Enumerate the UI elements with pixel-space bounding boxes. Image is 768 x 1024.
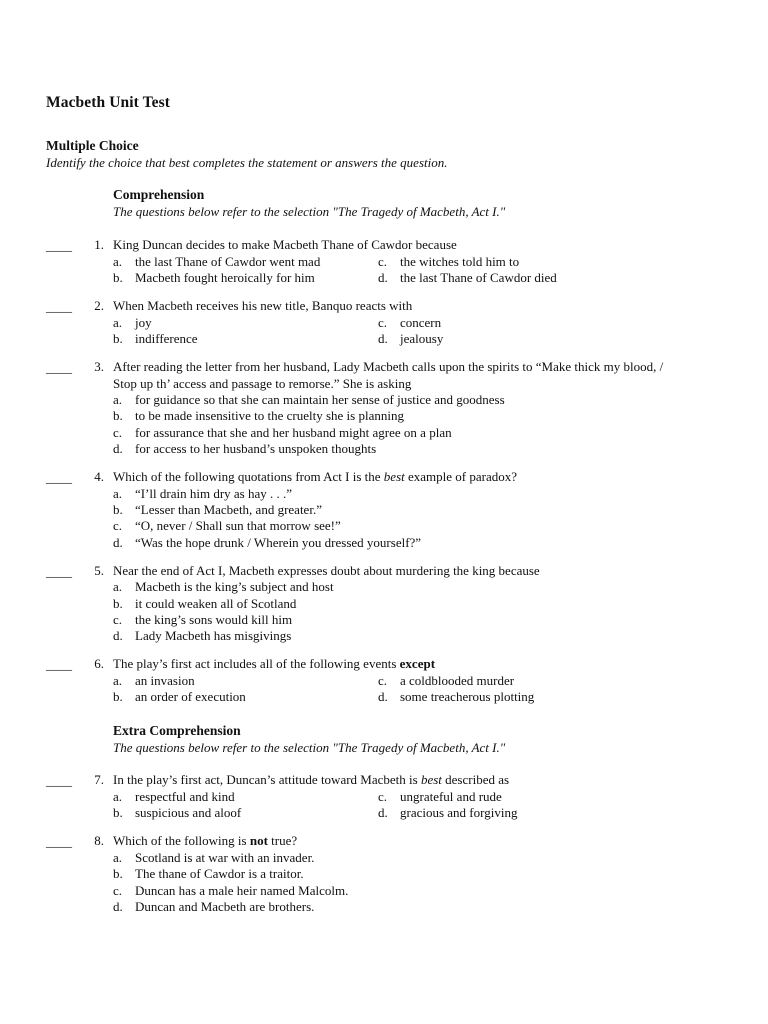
- option-letter-2c: c.: [378, 315, 388, 330]
- option-text-6d: some treacherous plotting: [400, 689, 535, 704]
- option-text-5c: the king’s sons would kill him: [135, 612, 293, 627]
- question-number-8: 8.: [94, 833, 104, 848]
- option-letter-1d: d.: [378, 270, 388, 285]
- option-letter-7c: c.: [378, 789, 388, 804]
- question-number-7: 7.: [94, 772, 104, 787]
- answer-blank-5[interactable]: ____: [46, 564, 72, 579]
- question-text-8-after: true?: [267, 833, 298, 848]
- option-letter-6a: a.: [113, 673, 123, 688]
- question-text-7-before: In the play’s first act, Duncan’s attitude toward Macbeth is: [113, 772, 421, 787]
- option-letter-6c: c.: [378, 673, 388, 688]
- question-number-5: 5.: [94, 563, 104, 578]
- answer-blank-6[interactable]: ____: [46, 657, 72, 672]
- option-letter-3c: c.: [113, 425, 123, 440]
- option-text-8a: Scotland is at war with an invader.: [135, 850, 315, 865]
- question-text-7: [113, 772, 509, 788]
- option-letter-4d: d.: [113, 535, 123, 550]
- option-text-4d: “Was the hope drunk / Wherein you dressed yourself?”: [135, 535, 422, 550]
- option-text-2d: jealousy: [400, 331, 444, 346]
- option-text-6b: an order of execution: [135, 689, 246, 704]
- option-text-4a: “I’ll drain him dry as hay . . .”: [135, 486, 293, 501]
- option-letter-1b: b.: [113, 270, 123, 285]
- option-letter-4c: c.: [113, 518, 123, 533]
- option-letter-3a: a.: [113, 392, 123, 407]
- option-text-8c: Duncan has a male heir named Malcolm.: [135, 883, 349, 898]
- group-heading-extra-comprehension: Extra Comprehension: [113, 723, 241, 738]
- option-letter-7a: a.: [113, 789, 123, 804]
- option-letter-2b: b.: [113, 331, 123, 346]
- option-letter-2a: a.: [113, 315, 123, 330]
- option-text-1c: the witches told him to: [400, 254, 520, 269]
- question-text-1: King Duncan decides to make Macbeth Thane of Cawdor because: [113, 237, 457, 252]
- option-text-3c: for assurance that she and her husband might agree on a plan: [135, 425, 452, 440]
- option-letter-8d: d.: [113, 899, 123, 914]
- option-letter-7b: b.: [113, 805, 123, 820]
- question-number-2: 2.: [94, 298, 104, 313]
- option-letter-7d: d.: [378, 805, 388, 820]
- option-text-7c: ungrateful and rude: [400, 789, 502, 804]
- question-text-8-before: Which of the following is: [113, 833, 250, 848]
- question-text-2: When Macbeth receives his new title, Banquo reacts with: [113, 298, 413, 313]
- option-letter-8c: c.: [113, 883, 123, 898]
- option-letter-8b: b.: [113, 866, 123, 881]
- question-text-6-before: The play’s first act includes all of the following events: [113, 656, 400, 671]
- option-text-7a: respectful and kind: [135, 789, 235, 804]
- option-text-5a: Macbeth is the king’s subject and host: [135, 579, 334, 594]
- group-subtitle-comprehension: The questions below refer to the selection "The Tragedy of Macbeth, Act I.": [113, 204, 506, 219]
- section-instruction: Identify the choice that best completes the statement or answers the question.: [46, 155, 448, 170]
- section-heading: Multiple Choice: [46, 138, 139, 153]
- option-text-2a: joy: [135, 315, 152, 330]
- option-text-8b: The thane of Cawdor is a traitor.: [135, 866, 304, 881]
- option-letter-4b: b.: [113, 502, 123, 517]
- option-text-7d: gracious and forgiving: [400, 805, 518, 820]
- option-text-1b: Macbeth fought heroically for him: [135, 270, 315, 285]
- option-text-7b: suspicious and aloof: [135, 805, 242, 820]
- option-text-6c: a coldblooded murder: [400, 673, 515, 688]
- option-text-4c: “O, never / Shall sun that morrow see!”: [135, 518, 341, 533]
- option-letter-6b: b.: [113, 689, 123, 704]
- group-subtitle-extra-comprehension: The questions below refer to the selection "The Tragedy of Macbeth, Act I.": [113, 740, 506, 755]
- question-text-4-before: Which of the following quotations from Act I is the: [113, 469, 384, 484]
- question-text-7-emphasis: best: [420, 772, 442, 787]
- question-text-7-after: described as: [441, 772, 510, 787]
- answer-blank-8[interactable]: ____: [46, 834, 72, 849]
- option-letter-2d: d.: [378, 331, 388, 346]
- question-number-3: 3.: [94, 359, 104, 374]
- page-title: Macbeth Unit Test: [46, 94, 170, 111]
- group-heading-comprehension: Comprehension: [113, 187, 205, 202]
- option-letter-4a: a.: [113, 486, 123, 501]
- question-text-6: [113, 656, 435, 672]
- question-text-8: [113, 833, 297, 849]
- option-letter-3d: d.: [113, 441, 123, 456]
- option-letter-8a: a.: [113, 850, 123, 865]
- question-text-4: [113, 469, 517, 485]
- question-text-3-line2: Stop up th’ access and passage to remorse.” She is asking: [113, 376, 412, 391]
- answer-blank-1[interactable]: ____: [46, 238, 72, 253]
- answer-blank-2[interactable]: ____: [46, 299, 72, 314]
- answer-blank-7[interactable]: ____: [46, 773, 72, 788]
- option-text-3a: for guidance so that she can maintain her sense of justice and goodness: [135, 392, 505, 407]
- option-letter-1a: a.: [113, 254, 123, 269]
- option-letter-5d: d.: [113, 628, 123, 643]
- question-text-4-after: example of paradox?: [404, 469, 518, 484]
- option-letter-5b: b.: [113, 596, 123, 611]
- answer-blank-3[interactable]: ____: [46, 360, 72, 375]
- option-text-1d: the last Thane of Cawdor died: [400, 270, 557, 285]
- option-text-1a: the last Thane of Cawdor went mad: [135, 254, 321, 269]
- option-letter-1c: c.: [378, 254, 388, 269]
- option-text-8d: Duncan and Macbeth are brothers.: [135, 899, 315, 914]
- question-number-6: 6.: [94, 656, 104, 671]
- question-text-6-emphasis: except: [399, 656, 436, 671]
- option-text-2b: indifference: [135, 331, 198, 346]
- answer-blank-4[interactable]: ____: [46, 470, 72, 485]
- question-number-1: 1.: [94, 237, 104, 252]
- option-text-6a: an invasion: [135, 673, 195, 688]
- option-letter-6d: d.: [378, 689, 388, 704]
- option-text-3d: for access to her husband’s unspoken thoughts: [135, 441, 377, 456]
- option-text-5d: Lady Macbeth has misgivings: [135, 628, 292, 643]
- question-text-4-emphasis: best: [383, 469, 405, 484]
- question-text-5: Near the end of Act I, Macbeth expresses doubt about murdering the king because: [113, 563, 540, 578]
- option-letter-5c: c.: [113, 612, 123, 627]
- option-text-5b: it could weaken all of Scotland: [135, 596, 297, 611]
- option-text-3b: to be made insensitive to the cruelty she is planning: [135, 408, 404, 423]
- question-text-3-line1: After reading the letter from her husband, Lady Macbeth calls upon the spirits to “Make thick my blood, /: [113, 359, 664, 374]
- option-text-2c: concern: [400, 315, 442, 330]
- question-number-4: 4.: [94, 469, 104, 484]
- question-text-8-emphasis: not: [249, 833, 268, 848]
- option-letter-5a: a.: [113, 579, 123, 594]
- option-text-4b: “Lesser than Macbeth, and greater.”: [135, 502, 322, 517]
- option-letter-3b: b.: [113, 408, 123, 423]
